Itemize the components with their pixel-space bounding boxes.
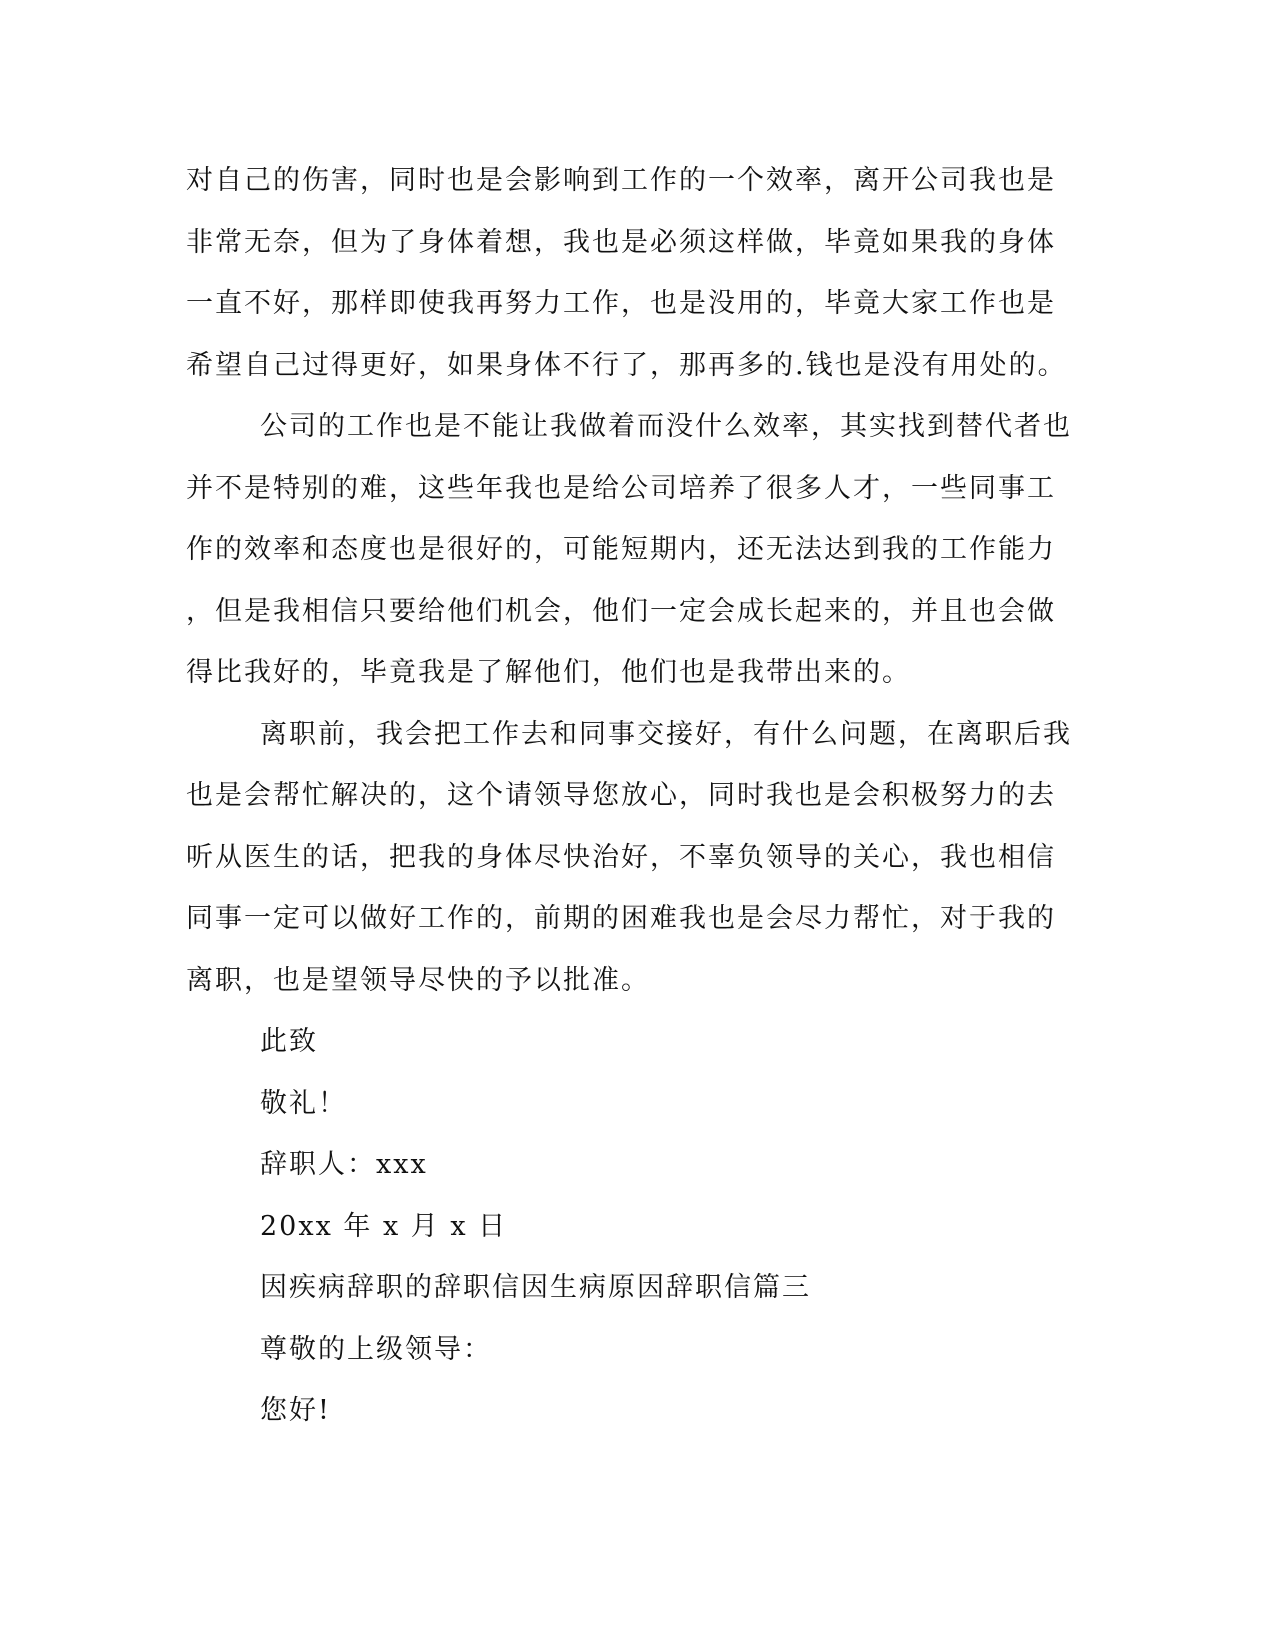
paragraph-1-line-2: 非常无奈，但为了身体着想，我也是必须这样做，毕竟如果我的身体 [186,226,1056,258]
paragraph-2-line-2: 并不是特别的难，这些年我也是给公司培养了很多人才，一些同事工 [186,472,1056,504]
next-letter-title: 因疾病辞职的辞职信因生病原因辞职信篇三 [260,1272,811,1303]
paragraph-3-line-2: 也是会帮忙解决的，这个请领导您放心，同时我也是会积极努力的去 [186,780,1056,811]
paragraph-3-line-3: 听从医生的话，把我的身体尽快治好，不辜负领导的关心，我也相信 [186,841,1056,873]
paragraph-2-line-1: 公司的工作也是不能让我做着而没什么效率，其实找到替代者也 [260,411,1072,442]
paragraph-2-line-5: 得比我好的，毕竟我是了解他们，他们也是我带出来的。 [186,657,911,688]
paragraph-1 [186,150,1086,396]
paragraph-3-line-4: 同事一定可以做好工作的，前期的困难我也是会尽力帮忙，对于我的 [186,903,1056,934]
next-letter-salutation: 尊敬的上级领导： [260,1333,492,1365]
paragraph-2 [186,396,1086,704]
paragraph-3 [186,704,1086,1012]
next-letter-greeting: 您好! [260,1395,331,1426]
date: 20xx 年 x 月 x 日 [260,1210,508,1242]
signer: 辞职人：xxx [260,1149,428,1180]
paragraph-3-line-5: 离职，也是望领导尽快的予以批准。 [186,964,650,996]
letter-body [186,150,1086,1442]
paragraph-1-line-4: 希望自己过得更好，如果身体不行了，那再多的.钱也是没有用处的。 [186,349,1067,381]
paragraph-3-line-1: 离职前，我会把工作去和同事交接好，有什么问题，在离职后我 [260,718,1072,750]
paragraph-1-line-1: 对自己的伤害，同时也是会影响到工作的一个效率，离开公司我也是 [186,165,1056,196]
closing: 此致 [260,1026,318,1057]
salute: 敬礼！ [260,1087,347,1119]
paragraph-2-line-3: 作的效率和态度也是很好的，可能短期内，还无法达到我的工作能力 [186,534,1056,565]
paragraph-1-line-3: 一直不好，那样即使我再努力工作，也是没用的，毕竟大家工作也是 [186,288,1056,319]
paragraph-2-line-4: ，但是我相信只要给他们机会，他们一定会成长起来的，并且也会做 [186,595,1056,627]
